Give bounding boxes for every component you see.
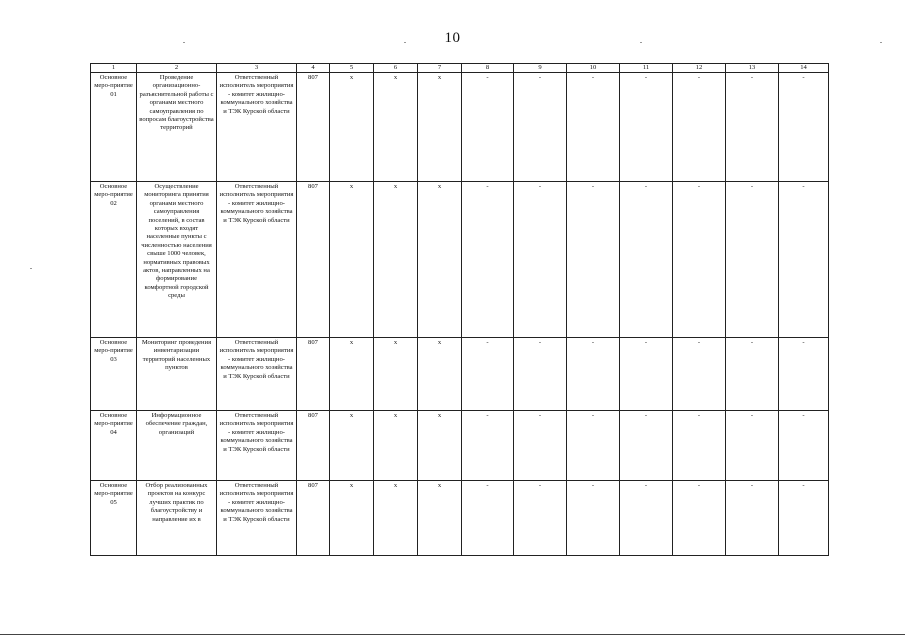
measure-description: Отбор реализованных проектов на конкурс лучших практик по благоустройству и направление их в [137, 481, 217, 556]
table-cell: - [514, 73, 567, 182]
table-cell: - [514, 411, 567, 481]
column-header: 13 [726, 64, 779, 73]
measure-description: Мониторинг проведения инвентаризации территорий населенных пунктов [137, 338, 217, 411]
measure-description: Проведение организационно-разъяснительной работы с органами местного самоуправления по вопросам благоустройства территорий [137, 73, 217, 182]
table-cell: х [418, 73, 462, 182]
table-cell: - [779, 73, 829, 182]
measure-name: Основное меро-приятие 04 [91, 411, 137, 481]
table-cell: - [567, 481, 620, 556]
measure-name: Основное меро-приятие 03 [91, 338, 137, 411]
table-cell: х [330, 182, 374, 338]
table-cell: - [620, 481, 673, 556]
responsible-executor: Ответственный исполнитель мероприятия - комитет жилищно-коммунального хозяйства и ТЭК Курской области [217, 73, 297, 182]
code-cell: 807 [297, 411, 330, 481]
column-header: 6 [374, 64, 418, 73]
table-cell: - [726, 338, 779, 411]
table-cell: х [330, 338, 374, 411]
table-cell: х [418, 182, 462, 338]
table-row [91, 73, 829, 182]
table-cell: х [330, 73, 374, 182]
table-cell: - [726, 182, 779, 338]
table-cell: - [567, 73, 620, 182]
responsible-executor: Ответственный исполнитель мероприятия - комитет жилищно-коммунального хозяйства и ТЭК Курской области [217, 182, 297, 338]
table-row [91, 338, 829, 411]
table-cell: - [779, 411, 829, 481]
header-row [91, 64, 829, 73]
table-cell: х [374, 481, 418, 556]
page-number: 10 [444, 30, 461, 46]
table-row [91, 481, 829, 556]
scan-speck [880, 42, 882, 43]
table-cell: - [673, 481, 726, 556]
table-cell: - [726, 411, 779, 481]
column-header: 2 [137, 64, 217, 73]
table-cell: - [567, 182, 620, 338]
table-cell: - [620, 73, 673, 182]
code-cell: 807 [297, 481, 330, 556]
measure-name: Основное меро-приятие 02 [91, 182, 137, 338]
column-header: 9 [514, 64, 567, 73]
column-header: 14 [779, 64, 829, 73]
table-cell: - [567, 338, 620, 411]
table-cell: - [514, 338, 567, 411]
table-row [91, 411, 829, 481]
code-cell: 807 [297, 338, 330, 411]
table-cell: - [462, 182, 514, 338]
table-cell: - [514, 182, 567, 338]
table-cell: х [330, 411, 374, 481]
table-row [91, 182, 829, 338]
table-cell: - [673, 338, 726, 411]
column-header: 1 [91, 64, 137, 73]
measure-description: Информационное обеспечение граждан, организаций [137, 411, 217, 481]
table-cell: - [462, 338, 514, 411]
responsible-executor: Ответственный исполнитель мероприятия - комитет жилищно-коммунального хозяйства и ТЭК Курской области [217, 338, 297, 411]
column-header: 3 [217, 64, 297, 73]
table-cell: х [374, 411, 418, 481]
measures-table [90, 63, 829, 556]
code-cell: 807 [297, 73, 330, 182]
table-cell: - [779, 338, 829, 411]
measure-description: Осуществление мониторинга принятия органами местного самоуправления поселений, в состав которых входят населенные пункты с численностью населения свыше 1000 человек, нормативных правовых актов, направленных на формирование комфортной городской среды [137, 182, 217, 338]
table-cell: х [374, 73, 418, 182]
column-header: 12 [673, 64, 726, 73]
column-header: 7 [418, 64, 462, 73]
table-cell: - [726, 73, 779, 182]
responsible-executor: Ответственный исполнитель мероприятия - комитет жилищно-коммунального хозяйства и ТЭК Курской области [217, 411, 297, 481]
table-cell: - [462, 411, 514, 481]
responsible-executor: Ответственный исполнитель мероприятия - комитет жилищно-коммунального хозяйства и ТЭК Курской области [217, 481, 297, 556]
table-cell: - [673, 182, 726, 338]
table-cell: - [514, 481, 567, 556]
table-cell: - [779, 182, 829, 338]
measure-name: Основное меро-приятие 01 [91, 73, 137, 182]
table-cell: х [374, 338, 418, 411]
table-cell: - [620, 411, 673, 481]
scan-edge-line [0, 634, 905, 635]
column-header: 8 [462, 64, 514, 73]
table-cell: х [330, 481, 374, 556]
column-header: 11 [620, 64, 673, 73]
table-cell: - [726, 481, 779, 556]
table-cell: - [673, 411, 726, 481]
table-cell: - [620, 182, 673, 338]
scan-speck [640, 42, 642, 43]
scan-speck [30, 268, 32, 269]
column-header: 10 [567, 64, 620, 73]
scan-speck [183, 42, 185, 43]
table-cell: х [418, 338, 462, 411]
scan-speck [404, 42, 406, 43]
table-cell: - [673, 73, 726, 182]
measure-name: Основное меро-приятие 05 [91, 481, 137, 556]
column-header: 5 [330, 64, 374, 73]
table-cell: - [462, 73, 514, 182]
table-cell: - [779, 481, 829, 556]
table-cell: х [374, 182, 418, 338]
table-cell: х [418, 411, 462, 481]
table-cell: - [567, 411, 620, 481]
table-cell: - [620, 338, 673, 411]
column-header: 4 [297, 64, 330, 73]
code-cell: 807 [297, 182, 330, 338]
table-cell: - [462, 481, 514, 556]
table-cell: х [418, 481, 462, 556]
